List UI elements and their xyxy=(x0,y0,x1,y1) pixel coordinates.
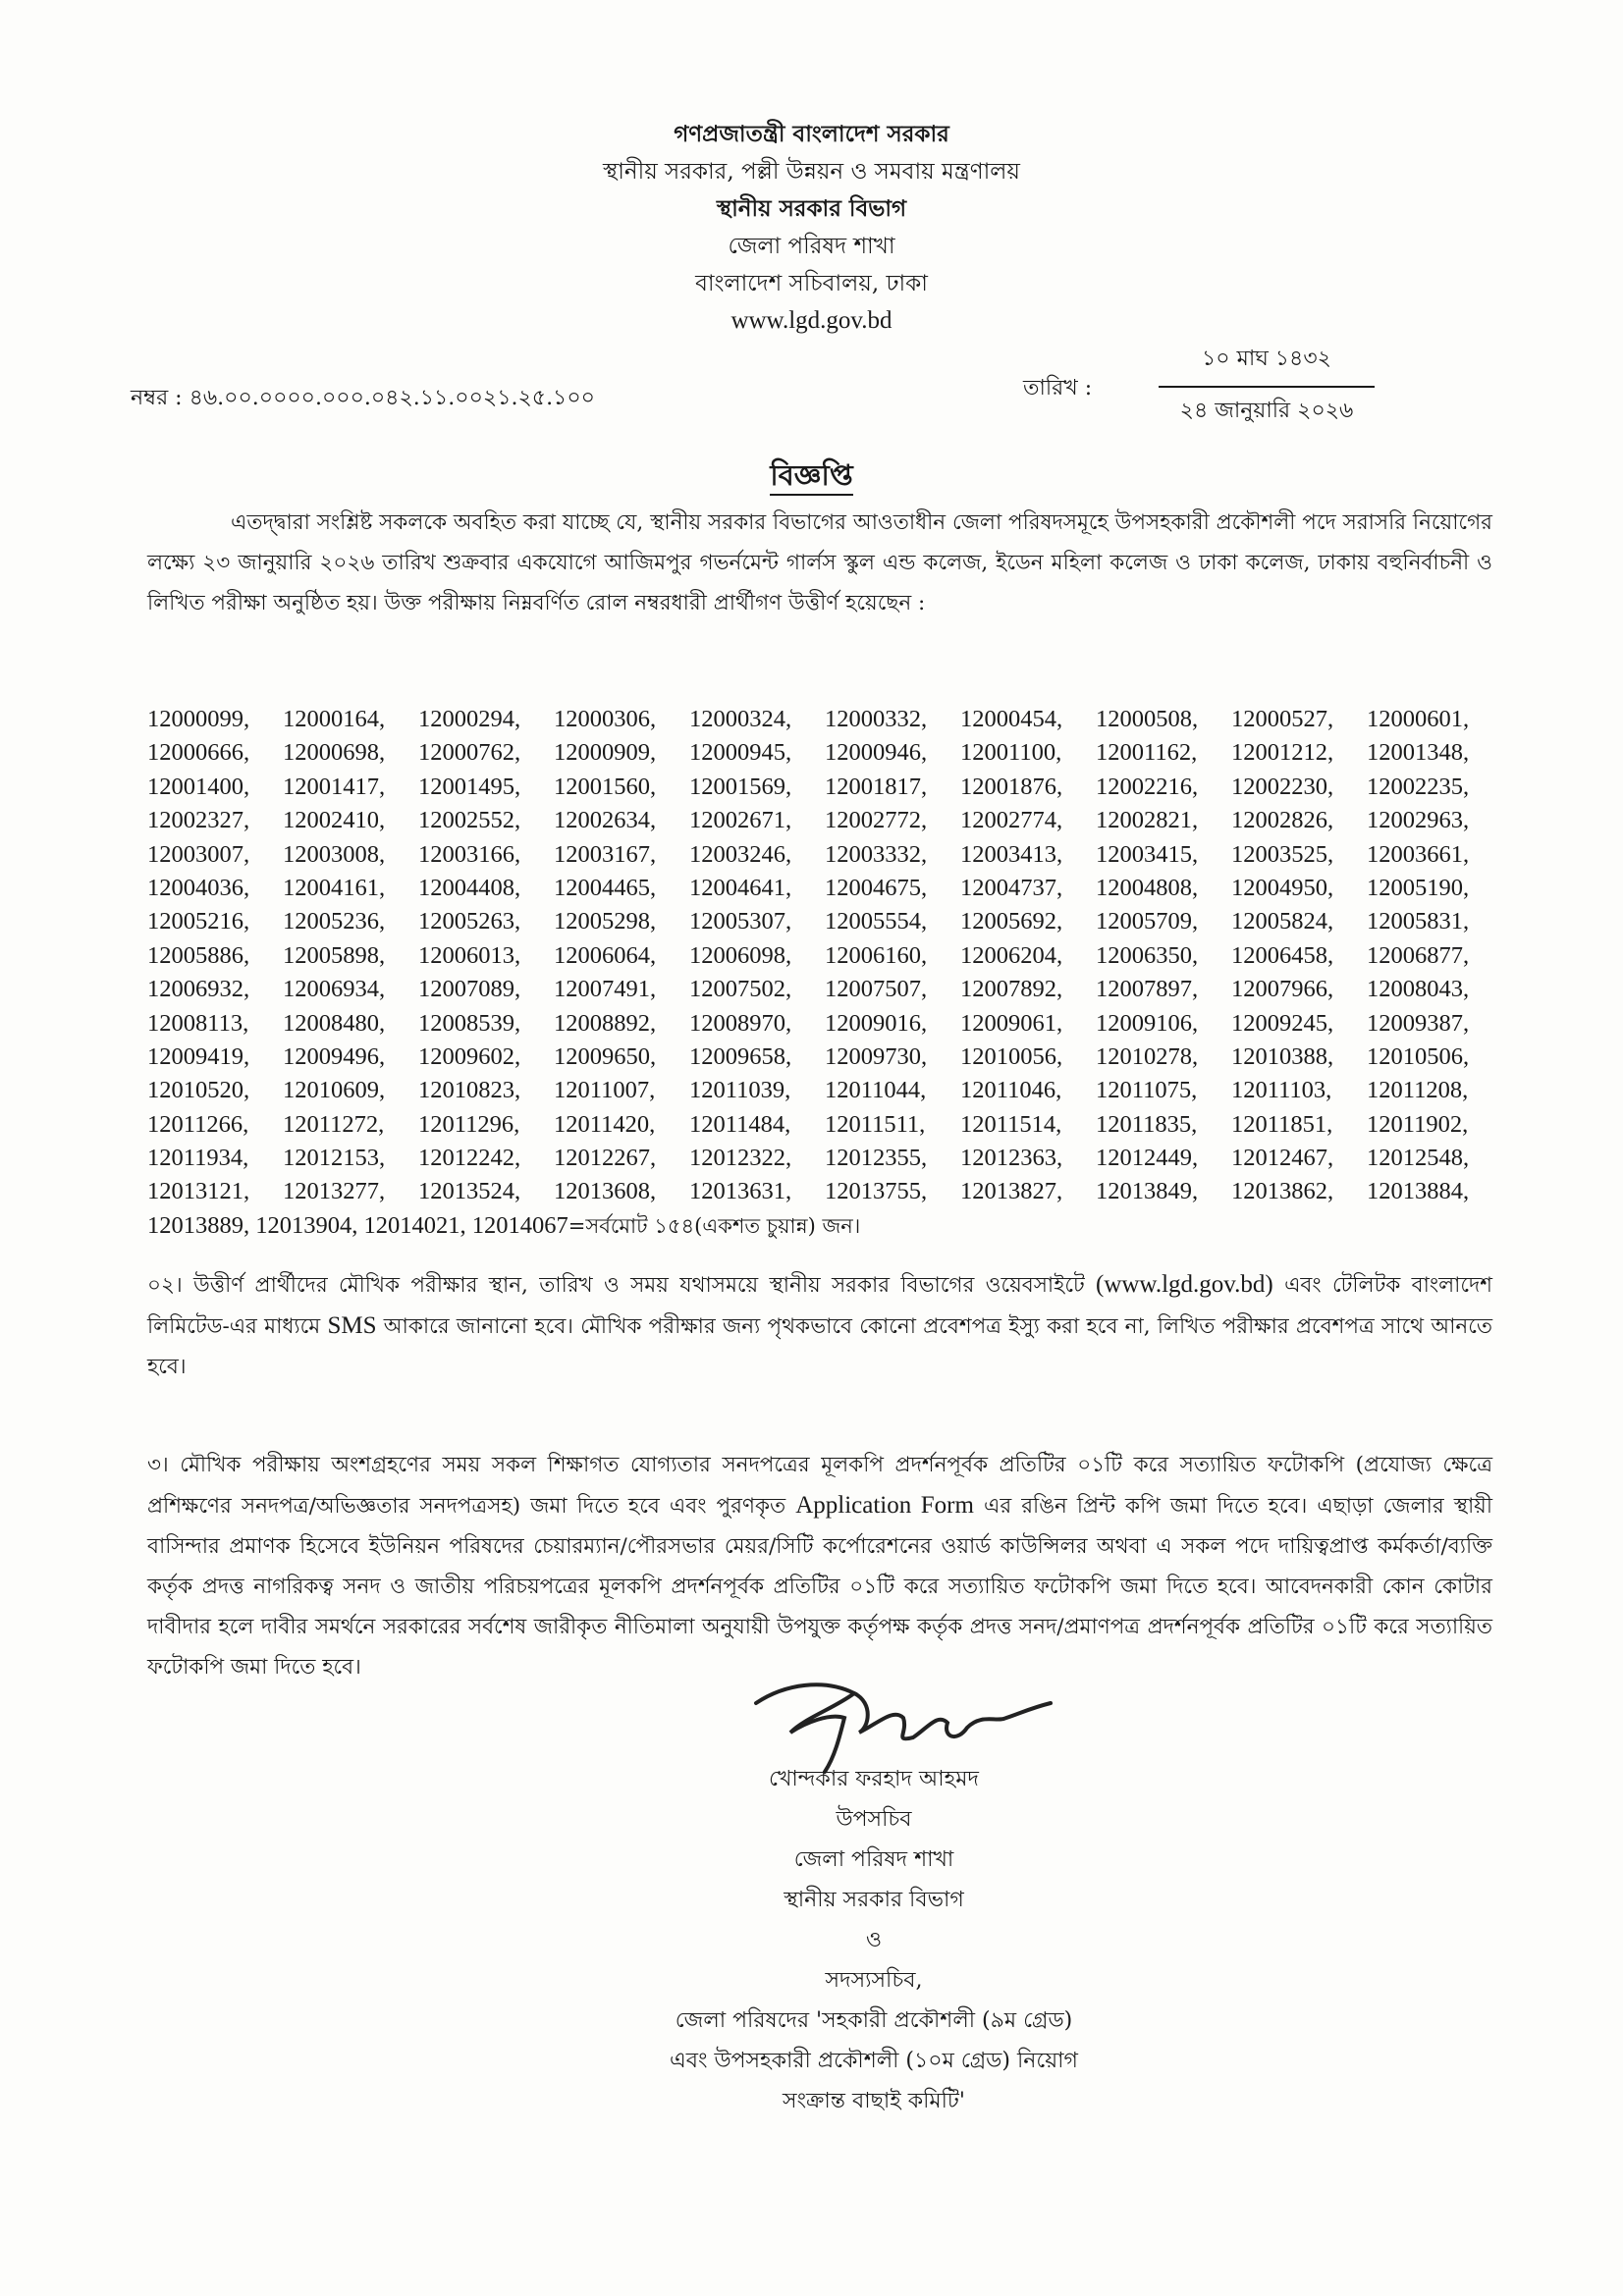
roll-number: 12011511, xyxy=(825,1110,926,1138)
roll-number: 12002671, xyxy=(689,807,792,834)
roll-number: 12006458, xyxy=(1231,941,1334,969)
signatory-name: খোন্দকার ফরহাদ আহমদ xyxy=(769,1767,979,1791)
roll-number: 12011514, xyxy=(960,1110,1062,1138)
roll-number: 12004641, xyxy=(689,874,792,901)
signatory-division: স্থানীয় সরকার বিভাগ xyxy=(784,1888,964,1912)
signatory-block xyxy=(628,1759,1119,2121)
roll-number: 12000294, xyxy=(418,706,521,732)
roll-number: 12009016, xyxy=(825,1009,928,1037)
signatory-section: জেলা পরিষদ শাখা xyxy=(793,1847,954,1872)
memo-number: নম্বর : ৪৬.০০.০০০০.০০০.০৪২.১১.০০২১.২৫.১০০ xyxy=(131,386,595,410)
roll-number: 12012322, xyxy=(689,1145,792,1172)
roll-number: 12013862, xyxy=(1231,1178,1334,1205)
roll-number: 12011007, xyxy=(554,1077,656,1104)
date-bangla: ১০ মাঘ ১৪৩২ xyxy=(1202,347,1331,371)
roll-row xyxy=(147,939,1502,973)
roll-number: 12011934, xyxy=(147,1145,249,1172)
roll-number: 12011103, xyxy=(1231,1077,1332,1104)
roll-number: 12000099, xyxy=(147,706,250,732)
roll-number: 12000666, xyxy=(147,739,250,767)
roll-number: 12009602, xyxy=(418,1042,521,1070)
signatory-role: সদস্যসচিব, xyxy=(825,1968,923,1993)
roll-number: 12008539, xyxy=(418,1009,521,1037)
roll-total: =সর্বমোট ১৫৪(একশত চুয়ান্ন) জন। xyxy=(568,1213,861,1238)
roll-number: 12009658, xyxy=(689,1042,792,1070)
roll-number: 12005898, xyxy=(283,941,386,969)
roll-row xyxy=(147,905,1502,938)
roll-number: 12010506, xyxy=(1367,1042,1470,1070)
roll-number: 12007966, xyxy=(1231,976,1334,1003)
roll-number: 12001817, xyxy=(825,773,928,800)
roll-row xyxy=(147,771,1502,804)
roll-row xyxy=(147,872,1502,905)
roll-row xyxy=(147,736,1502,770)
roll-number: 12012467, xyxy=(1231,1145,1334,1172)
roll-number: 12008043, xyxy=(1367,976,1470,1003)
ministry-name: স্থানীয় সরকার, পল্লী উন্নয়ন ও সমবায় মন্ত্রণালয় xyxy=(603,159,1020,185)
roll-number: 12003413, xyxy=(960,840,1063,868)
roll-number: 12001348, xyxy=(1367,739,1470,767)
roll-row xyxy=(147,1041,1502,1074)
roll-number: 12003007, xyxy=(147,840,250,868)
division-name: স্থানীয় সরকার বিভাগ xyxy=(716,195,907,222)
roll-number: 12007507, xyxy=(825,976,928,1003)
roll-number: 12013827, xyxy=(960,1178,1063,1205)
roll-number: 12002774, xyxy=(960,807,1063,834)
roll-number: 12013849, xyxy=(1096,1178,1199,1205)
roll-number: 12009387, xyxy=(1367,1009,1470,1037)
roll-row xyxy=(147,703,1502,736)
roll-number: 12002230, xyxy=(1231,773,1334,800)
roll-number: 12005298, xyxy=(554,908,657,935)
roll-number: 12003525, xyxy=(1231,840,1334,868)
roll-number: 12011208, xyxy=(1367,1077,1469,1104)
roll-number: 12000946, xyxy=(825,739,928,767)
roll-number: 12010056, xyxy=(960,1042,1063,1070)
roll-number: 12003167, xyxy=(554,840,657,868)
committee-line-1: জেলা পরিষদের 'সহকারী প্রকৌশলী (৯ম গ্রেড) xyxy=(675,2008,1073,2033)
roll-number: 12011046, xyxy=(960,1077,1062,1104)
roll-number: 12013121, xyxy=(147,1178,250,1205)
roll-last-line: 12013889, 12013904, 12014021, 12014067 xyxy=(147,1211,568,1239)
roll-number: 12002634, xyxy=(554,807,657,834)
roll-number: 12004950, xyxy=(1231,874,1334,901)
roll-number: 12006064, xyxy=(554,941,657,969)
roll-number: 12011039, xyxy=(689,1077,791,1104)
roll-number: 12013524, xyxy=(418,1178,521,1205)
roll-number: 12011902, xyxy=(1367,1110,1469,1138)
paragraph-3 xyxy=(147,1445,1492,1687)
roll-number: 12001569, xyxy=(689,773,792,800)
paragraph-2-text-a: ০২। উত্তীর্ণ প্রার্থীদের মৌখিক পরীক্ষার স্থান, তারিখ ও সময় যথাসময়ে স্থানীয় সরকার বিভাগের ওয়েবসাইটে xyxy=(147,1273,1096,1298)
roll-number: 12006877, xyxy=(1367,941,1470,969)
roll-number: 12004675, xyxy=(825,874,928,901)
roll-number: 12002235, xyxy=(1367,773,1470,800)
paragraph-3-form: Application Form xyxy=(795,1492,974,1519)
roll-number: 12002410, xyxy=(283,807,386,834)
roll-number: 12013755, xyxy=(825,1178,928,1205)
roll-number: 12000909, xyxy=(554,739,657,767)
roll-number: 12000527, xyxy=(1231,706,1334,732)
roll-number: 12009650, xyxy=(554,1042,657,1070)
roll-number: 12008113, xyxy=(147,1009,249,1037)
date-divider xyxy=(1159,386,1375,388)
roll-number: 12013631, xyxy=(689,1178,792,1205)
roll-number: 12006204, xyxy=(960,941,1063,969)
roll-number: 12005554, xyxy=(825,908,928,935)
roll-number: 12012267, xyxy=(554,1145,657,1172)
roll-number: 12005236, xyxy=(283,908,386,935)
roll-number: 12002963, xyxy=(1367,807,1470,834)
paragraph-2-url: (www.lgd.gov.bd) xyxy=(1096,1271,1273,1298)
roll-number: 12009106, xyxy=(1096,1009,1199,1037)
roll-number: 12012363, xyxy=(960,1145,1063,1172)
roll-number: 12008970, xyxy=(689,1009,792,1037)
roll-number: 12006098, xyxy=(689,941,792,969)
roll-number: 12000945, xyxy=(689,739,792,767)
roll-number: 12002772, xyxy=(825,807,928,834)
roll-number: 12006932, xyxy=(147,976,250,1003)
roll-number: 12011266, xyxy=(147,1110,249,1138)
roll-number: 12009245, xyxy=(1231,1009,1334,1037)
paragraph-3-text-a: ৩। মৌখিক পরীক্ষায় অংশগ্রহণের সময় সকল শিক্ষাগত যোগ্যতার সনদপত্রের মূলকপি প্রদর্শনপূর্বক প্রতিটির ০১টি করে সত্যায়িত ফটোকপি (প্রযোজ্য ক্ষেত্রে প্রশিক্ষণের সনদপত্র/অভিজ্ঞতার সনদপত্রসহ) জমা দিতে হবে এবং পুরণকৃত xyxy=(147,1453,1492,1519)
date-block xyxy=(1159,342,1375,430)
roll-number: 12011420, xyxy=(554,1110,656,1138)
roll-number: 12006934, xyxy=(283,976,386,1003)
roll-number: 12006013, xyxy=(418,941,521,969)
roll-number: 12010388, xyxy=(1231,1042,1334,1070)
paragraph-2-text-b: এবং টেলিটক বাংলাদেশ লিমিটেড-এর মাধ্যমে xyxy=(147,1273,1492,1339)
office-address: বাংলাদেশ সচিবালয়, ঢাকা xyxy=(695,271,928,296)
roll-number: 12007502, xyxy=(689,976,792,1003)
roll-number: 12000324, xyxy=(689,706,792,732)
roll-number: 12002826, xyxy=(1231,807,1334,834)
roll-number: 12001212, xyxy=(1231,739,1334,767)
roll-number: 12011272, xyxy=(283,1110,385,1138)
roll-number: 12009061, xyxy=(960,1009,1063,1037)
roll-number: 12003332, xyxy=(825,840,928,868)
roll-number: 12011296, xyxy=(418,1110,520,1138)
roll-number: 12005824, xyxy=(1231,908,1334,935)
roll-number: 12004408, xyxy=(418,874,521,901)
roll-number: 12000508, xyxy=(1096,706,1199,732)
paragraph-1: এতদ্দ্বারা সংশ্লিষ্ট সকলকে অবহিত করা যাচ্ছে যে, স্থানীয় সরকার বিভাগের আওতাধীন জেলা পরিষদসমূহে উপসহকারী প্রকৌশলী পদে সরাসরি নিয়োগের লক্ষ্যে ২৩ জানুয়ারি ২০২৬ তারিখ শুক্রবার একযোগে আজিমপুর গভর্নমেন্ট গার্লস স্কুল এন্ড কলেজ, ইডেন মহিলা কলেজ ও ঢাকা কলেজ, ঢাকায় বহুনির্বাচনী ও লিখিত পরীক্ষা অনুষ্ঠিত হয়। উক্ত পরীক্ষায় নিম্নবর্ণিত রোল নম্বরধারী প্রার্থীগণ উত্তীর্ণ হয়েছেন : xyxy=(147,510,1492,615)
paragraph-2-sms: SMS xyxy=(327,1312,377,1339)
roll-number: 12000698, xyxy=(283,739,386,767)
paragraph-3-text-b: এর রঙিন প্রিন্ট কপি জমা দিতে হবে। এছাড়া জেলার স্থায়ী বাসিন্দার প্রমাণক হিসেবে ইউনিয়ন পরিষদের চেয়ারম্যান/পৌরসভার মেয়র/সিটি কর্পোরেশনের ওয়ার্ড কাউন্সিলর অথবা এ সকল পদে দায়িত্বপ্রাপ্ত কর্মকর্তা/ব্যক্তি কর্তৃক প্রদত্ত নাগরিকত্ব সনদ ও জাতীয় পরিচয়পত্রের মূলকপি প্রদর্শনপূর্বক প্রতিটির ০১টি করে সত্যায়িত ফটোকপি জমা দিতে হবে। আবেদনকারী কোন কোটার দাবীদার হলে দাবীর সমর্থনে সরকারের সর্বশেষ জারীকৃত নীতিমালা অনুযায়ী উপযুক্ত কর্তৃপক্ষ কর্তৃক প্রদত্ত সনদ/প্রমাণপত্র প্রদর্শনপূর্বক প্রতিটির ০১টি করে সত্যায়িত ফটোকপি জমা দিতে হবে। xyxy=(147,1494,1493,1680)
roll-row xyxy=(147,838,1502,872)
roll-row xyxy=(147,973,1502,1006)
roll-number: 12004808, xyxy=(1096,874,1199,901)
date-label: তারিখ : xyxy=(1023,376,1093,400)
roll-number: 12003246, xyxy=(689,840,792,868)
notice-title xyxy=(0,454,1623,502)
roll-number: 12000306, xyxy=(554,706,657,732)
roll-number: 12011851, xyxy=(1231,1110,1333,1138)
roll-number: 12002327, xyxy=(147,807,250,834)
notice-title-text: বিজ্ঞপ্তি xyxy=(770,458,852,496)
roll-number: 12003008, xyxy=(283,840,386,868)
government-name: গণপ্রজাতন্ত্রী বাংলাদেশ সরকার xyxy=(674,121,949,147)
roll-row xyxy=(147,1074,1502,1107)
roll-row xyxy=(147,804,1502,837)
roll-number: 12009730, xyxy=(825,1042,928,1070)
roll-number: 12011075, xyxy=(1096,1077,1198,1104)
roll-number: 12013608, xyxy=(554,1178,657,1205)
roll-number: 12007897, xyxy=(1096,976,1199,1003)
roll-number: 12005307, xyxy=(689,908,792,935)
roll-number: 12010520, xyxy=(147,1077,250,1104)
roll-number: 12004737, xyxy=(960,874,1063,901)
paragraph-2 xyxy=(147,1264,1492,1387)
roll-number: 12005263, xyxy=(418,908,521,935)
roll-number: 12004036, xyxy=(147,874,250,901)
roll-number: 12003661, xyxy=(1367,840,1470,868)
roll-number: 12001417, xyxy=(283,773,386,800)
roll-number: 12007089, xyxy=(418,976,521,1003)
roll-number: 12000164, xyxy=(283,706,386,732)
roll-number: 12005709, xyxy=(1096,908,1199,935)
website: www.lgd.gov.bd xyxy=(730,307,893,334)
roll-number: 12009419, xyxy=(147,1042,250,1070)
roll-row xyxy=(147,1108,1502,1142)
roll-number: 12002216, xyxy=(1096,773,1199,800)
roll-number: 12008892, xyxy=(554,1009,657,1037)
roll-number: 12004465, xyxy=(554,874,657,901)
roll-number: 12003415, xyxy=(1096,840,1199,868)
roll-number: 12001162, xyxy=(1096,739,1198,767)
roll-number: 12004161, xyxy=(283,874,386,901)
roll-number: 12012548, xyxy=(1367,1145,1470,1172)
roll-number: 12003166, xyxy=(418,840,521,868)
roll-number: 12011484, xyxy=(689,1110,791,1138)
roll-number: 12005831, xyxy=(1367,908,1470,935)
roll-number: 12001100, xyxy=(960,739,1062,767)
paragraph-2-text-c: আকারে জানানো হবে। মৌখিক পরীক্ষার জন্য পৃথকভাবে কোনো প্রবেশপত্র ইস্যু করা হবে না, লিখিত পরীক্ষার প্রবেশপত্র সাথে আনতে হবে। xyxy=(147,1314,1492,1379)
roll-number: 12005692, xyxy=(960,908,1063,935)
date-english: ২৪ জানুয়ারি ২০২৬ xyxy=(1179,399,1354,423)
roll-number: 12008480, xyxy=(283,1009,386,1037)
signatory-conjunction: ও xyxy=(865,1928,883,1952)
roll-row-last xyxy=(147,1209,1502,1243)
roll-number: 12011044, xyxy=(825,1077,927,1104)
roll-number: 12005886, xyxy=(147,941,250,969)
letterhead xyxy=(0,116,1623,340)
roll-number-list xyxy=(147,703,1502,1243)
signatory-designation: উপসচিব xyxy=(836,1807,912,1832)
roll-number: 12013277, xyxy=(283,1178,386,1205)
roll-row xyxy=(147,1142,1502,1175)
roll-number: 12000332, xyxy=(825,706,928,732)
roll-number: 12012355, xyxy=(825,1145,928,1172)
roll-number: 12001876, xyxy=(960,773,1063,800)
roll-row xyxy=(147,1007,1502,1041)
roll-number: 12001400, xyxy=(147,773,250,800)
roll-number: 12012242, xyxy=(418,1145,521,1172)
roll-number: 12006350, xyxy=(1096,941,1199,969)
roll-number: 12012449, xyxy=(1096,1145,1199,1172)
roll-number: 12005190, xyxy=(1367,874,1470,901)
roll-number: 12007892, xyxy=(960,976,1063,1003)
roll-number: 12009496, xyxy=(283,1042,386,1070)
roll-number: 12006160, xyxy=(825,941,928,969)
roll-number: 12010609, xyxy=(283,1077,386,1104)
roll-number: 12002552, xyxy=(418,807,521,834)
roll-number: 12000454, xyxy=(960,706,1063,732)
roll-number: 12001495, xyxy=(418,773,521,800)
roll-number: 12010278, xyxy=(1096,1042,1199,1070)
roll-number: 12000601, xyxy=(1367,706,1470,732)
roll-number: 12013884, xyxy=(1367,1178,1470,1205)
roll-number: 12001560, xyxy=(554,773,657,800)
roll-row xyxy=(147,1175,1502,1208)
roll-number: 12011835, xyxy=(1096,1110,1198,1138)
roll-number: 12007491, xyxy=(554,976,657,1003)
roll-number: 12002821, xyxy=(1096,807,1199,834)
roll-number: 12012153, xyxy=(283,1145,386,1172)
roll-number: 12000762, xyxy=(418,739,521,767)
roll-number: 12010823, xyxy=(418,1077,521,1104)
roll-number: 12005216, xyxy=(147,908,250,935)
section-name: জেলা পরিষদ শাখা xyxy=(728,234,895,259)
committee-line-2: এবং উপসহকারী প্রকৌশলী (১০ম গ্রেড) নিয়োগ xyxy=(670,2049,1078,2073)
committee-line-3: সংক্রান্ত বাছাই কমিটি' xyxy=(783,2089,965,2113)
